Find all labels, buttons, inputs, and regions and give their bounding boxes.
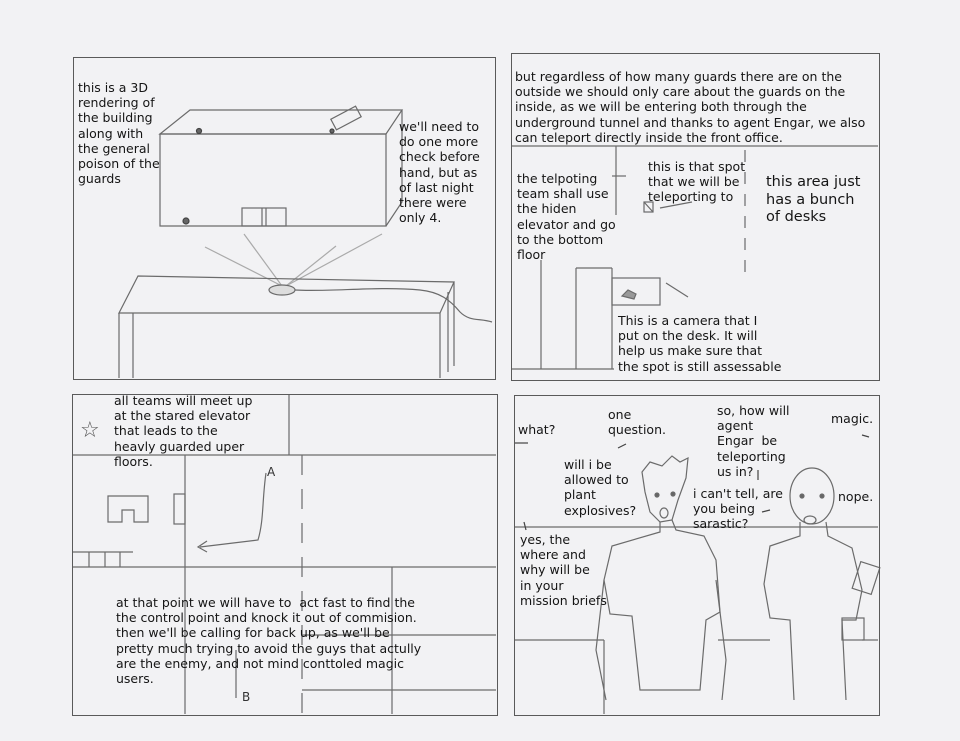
teleport-team-caption: the telpoting team shall use the hiden elevator and go to the bottom floor bbox=[517, 171, 616, 263]
dialogue-what: what? bbox=[518, 422, 556, 437]
point-b-label: B bbox=[242, 690, 251, 704]
teleport-spot-caption: this is that spot that we will be teleporting to bbox=[648, 159, 746, 205]
control-point-caption: at that point we will have to act fast to find the the control point and knock it out of commision. then we'll be calling for back up, as we'll be pretty much trying to avoid the guys that actully are the enemy, and not mind conttoled magic users. bbox=[116, 595, 422, 687]
point-a-label: A bbox=[267, 465, 276, 479]
desks-area-caption: this area just has a bunch of desks bbox=[766, 174, 861, 225]
dialogue-sarcastic: i can't tell, are you being sarastic? bbox=[693, 486, 783, 532]
dialogue-one-question: one question. bbox=[608, 407, 666, 438]
dialogue-magic: magic. bbox=[831, 411, 874, 426]
dialogue-how-teleport: so, how will agent Engar be teleporting us in? bbox=[717, 403, 790, 479]
guard-count-caption: we'll need to do one more check before hand, but as of last night there were only 4. bbox=[399, 119, 480, 226]
meeting-point-caption: all teams will meet up at the stared elevator that leads to the heavly guarded uper floors. bbox=[114, 393, 253, 469]
camera-caption: This is a camera that I put on the desk. It will help us make sure that the spot is still assessable bbox=[618, 313, 782, 374]
star-elevator-icon: ☆ bbox=[80, 418, 100, 443]
building-rendering-caption: this is a 3D rendering of the building along with the general poison of the guards bbox=[78, 80, 160, 187]
dialogue-mission-briefs: yes, the where and why will be in your mission briefs bbox=[520, 532, 607, 608]
dialogue-explosives: will i be allowed to plant explosives? bbox=[564, 457, 637, 518]
dialogue-nope: nope. bbox=[838, 489, 874, 504]
entry-plan-caption: but regardless of how many guards there are on the outside we should only care about the guards on the inside, as we will be entering both through the underground tunnel and thanks to agent Engar, we also can teleport directly inside the front office. bbox=[515, 69, 866, 145]
